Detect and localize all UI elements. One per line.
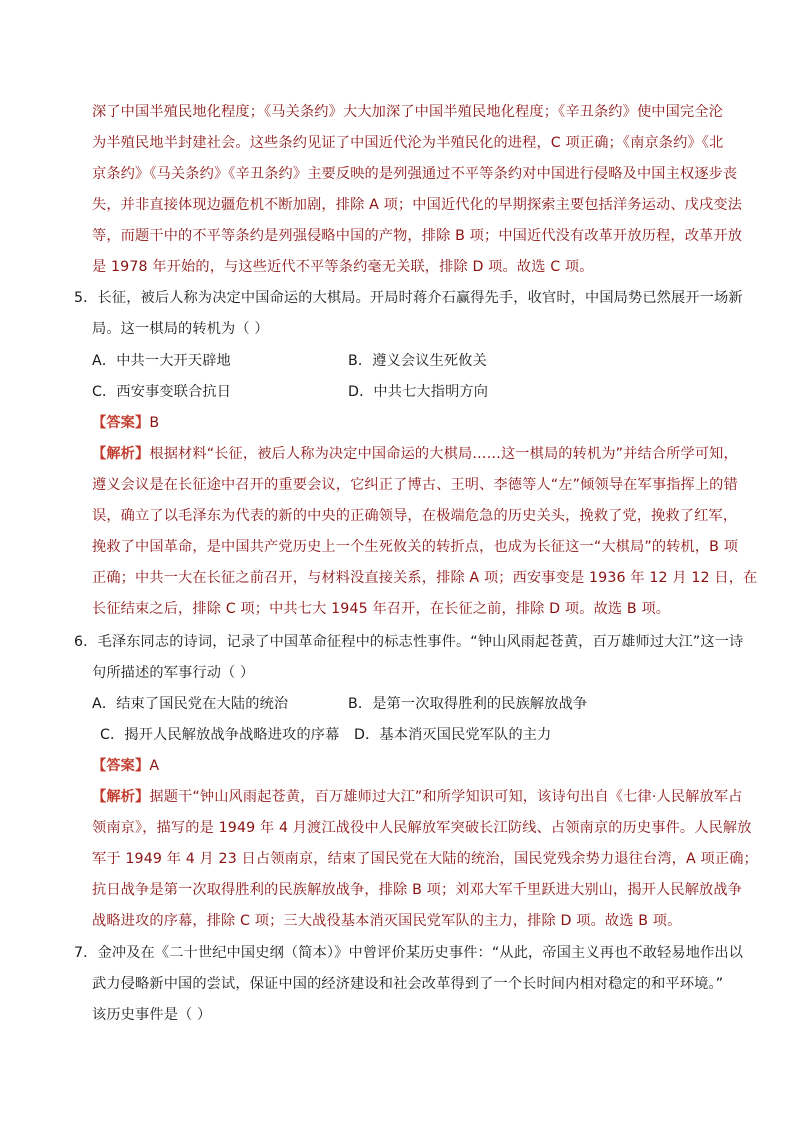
explanation-line: 等，而题干中的不平等条约是列强侵略中国的产物，排除 B 项；中国近代没有改革开放历程，改革开放: [92, 228, 743, 244]
answer-line: [92, 756, 159, 776]
explanation-line: 挽救了中国革命，是中国共产党历史上一个生死攸关的转折点，也成为长征这一“大棋局”的转机，B 项: [92, 539, 739, 555]
question-stem: 句所描述的军事行动（ ）: [92, 665, 255, 681]
answer-tag: 【答案】: [92, 758, 150, 774]
answer-tag: 【答案】: [92, 415, 150, 431]
explanation-line: 深了中国半殖民地化程度；《马关条约》大大加深了中国半殖民地化程度；《辛丑条约》使中国完全沦: [92, 104, 723, 120]
option-c: C．揭开人民解放战争战略进攻的序幕: [100, 727, 340, 743]
option-d: D．中共七大指明方向: [348, 384, 489, 400]
answer-value: B: [149, 415, 160, 431]
explanation-line: 领南京》，描写的是 1949 年 4 月渡江战役中人民解放军突破长江防线、占领南京的历史事件。人民解放: [92, 820, 752, 836]
question-stem: 武力侵略新中国的尝试，保证中国的经济建设和社会改革得到了一个长时间内相对稳定的和平环境。”: [92, 976, 724, 992]
option-c: C．西安事变联合抗日: [92, 384, 232, 400]
option-a: A．中共一大开天辟地: [92, 353, 231, 369]
explanation-line: [92, 787, 743, 807]
question-stem: 局。这一棋局的转机为（ ）: [92, 321, 269, 337]
explanation-line: 长征结束之后，排除 C 项；中共七大 1945 年召开，在长征之前，排除 D 项。故选 B 项。: [92, 601, 671, 617]
question-stem: 7．金冲及在《二十世纪中国史纲（简本）》中曾评价某历史事件：“从此，帝国主义再也不敢轻易地作出以: [74, 945, 744, 961]
explanation-tag: 【解析】: [92, 446, 150, 462]
answer-line: [92, 413, 159, 433]
option-b: B．遵义会议生死攸关: [348, 353, 487, 369]
question-stem: 5．长征，被后人称为决定中国命运的大棋局。开局时蒋介石赢得先手，收官时，中国局势已然展开一场新: [74, 290, 743, 306]
answer-value: A: [149, 758, 160, 774]
explanation-line: 遵义会议是在长征途中召开的重要会议，它纠正了博古、王明、李德等人“左”倾领导在军事指挥上的错: [92, 477, 738, 493]
explanation-line: 为半殖民地半封建社会。这些条约见证了中国近代沦为半殖民化的进程，C 项正确；《南京条约》《北: [92, 135, 724, 151]
explanation-line: 误，确立了以毛泽东为代表的新的中央的正确领导，在极端危急的历史关头，挽救了党，挽救了红军，: [92, 508, 738, 524]
explanation-line: 正确；中共一大在长征之前召开，与材料没直接关系，排除 A 项；西安事变是 1936 年 12 月 12 日，在: [92, 570, 758, 586]
explanation-tag: 【解析】: [92, 789, 150, 805]
explanation-line: 抗日战争是第一次取得胜利的民族解放战争，排除 B 项；刘邓大军千里跃进大别山，揭开人民解放战争: [92, 882, 743, 898]
explanation-text: 根据材料“长征，被后人称为决定中国命运的大棋局……这一棋局的转机为”并结合所学可知，: [149, 446, 738, 462]
explanation-line: 是 1978 年开始的，与这些近代不平等条约毫无关联，排除 D 项。故选 C 项。: [92, 259, 594, 275]
option-a: A．结束了国民党在大陆的统治: [92, 696, 289, 712]
explanation-line: [92, 444, 738, 464]
question-stem: 该历史事件是（ ）: [92, 1007, 212, 1023]
explanation-line: 战略进攻的序幕，排除 C 项；三大战役基本消灭国民党军队的主力，排除 D 项。故选 B 项。: [92, 913, 682, 929]
explanation-text: 据题干“钟山风雨起苍黄，百万雄师过大江”和所学知识可知，该诗句出自《七律·人民解放军占: [149, 789, 743, 805]
option-b: B．是第一次取得胜利的民族解放战争: [348, 696, 588, 712]
explanation-line: 失，并非直接体现边疆危机不断加剧，排除 A 项；中国近代化的早期探索主要包括洋务运动、戊戌变法: [92, 197, 743, 213]
option-d: D．基本消灭国民党军队的主力: [354, 727, 552, 743]
explanation-line: 军于 1949 年 4 月 23 日占领南京，结束了国民党在大陆的统治，国民党残余势力退往台湾，A 项正确；: [92, 851, 758, 867]
explanation-line: 京条约》《马关条约》《辛丑条约》主要反映的是列强通过不平等条约对中国进行侵略及中国主权逐步丧: [92, 166, 738, 182]
question-stem: 6．毛泽东同志的诗词，记录了中国革命征程中的标志性事件。“钟山风雨起苍黄，百万雄师过大江”这一诗: [74, 634, 744, 650]
